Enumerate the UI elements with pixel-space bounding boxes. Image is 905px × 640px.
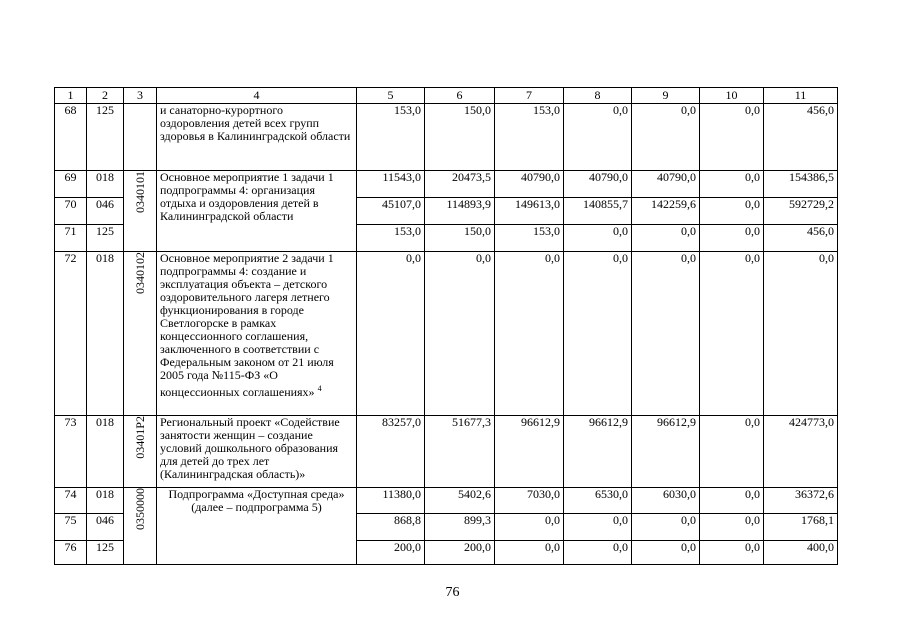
description: Подпрограмма «Доступная среда» (далее – подпрограмма 5) [157, 488, 357, 565]
value-col7: 7030,0 [495, 488, 564, 514]
value-col6: 0,0 [425, 252, 495, 416]
row-number: 75 [55, 514, 87, 541]
row-number: 74 [55, 488, 87, 514]
value-col11: 1768,1 [764, 514, 838, 541]
description: и санаторно-курортного оздоровления детей всех групп здоровья в Калининградской области [157, 104, 357, 171]
row-number: 76 [55, 541, 87, 565]
value-col5: 45107,0 [357, 198, 425, 225]
header-cell: 3 [124, 88, 157, 104]
value-col11: 456,0 [764, 225, 838, 252]
value-col7: 40790,0 [495, 171, 564, 198]
value-col9: 96612,9 [632, 416, 700, 488]
ministry-code: 125 [87, 104, 124, 171]
value-col5: 868,8 [357, 514, 425, 541]
value-col9: 142259,6 [632, 198, 700, 225]
value-col10: 0,0 [700, 488, 764, 514]
ministry-code: 125 [87, 541, 124, 565]
ministry-code: 018 [87, 252, 124, 416]
value-col6: 150,0 [425, 104, 495, 171]
value-col11: 592729,2 [764, 198, 838, 225]
program-code: 0340102 [124, 252, 157, 416]
value-col6: 200,0 [425, 541, 495, 565]
row-number: 70 [55, 198, 87, 225]
value-col10: 0,0 [700, 541, 764, 565]
table-row-72 [55, 252, 838, 416]
value-col10: 0,0 [700, 416, 764, 488]
header-row [55, 88, 838, 104]
value-col7: 153,0 [495, 225, 564, 252]
header-cell: 8 [564, 88, 632, 104]
value-col7: 0,0 [495, 541, 564, 565]
value-col10: 0,0 [700, 252, 764, 416]
footnote-mark: 4 [317, 384, 322, 393]
row-number: 69 [55, 171, 87, 198]
page-number: 76 [445, 585, 460, 600]
program-code: 0350000 [124, 488, 157, 565]
header-cell: 1 [55, 88, 87, 104]
value-col6: 899,3 [425, 514, 495, 541]
table-row-74 [55, 488, 838, 514]
value-col6: 20473,5 [425, 171, 495, 198]
value-col5: 200,0 [357, 541, 425, 565]
value-col5: 83257,0 [357, 416, 425, 488]
value-col8: 0,0 [564, 104, 632, 171]
value-col5: 11380,0 [357, 488, 425, 514]
header-cell: 4 [157, 88, 357, 104]
table-row-69 [55, 171, 838, 198]
value-col5: 11543,0 [357, 171, 425, 198]
row-number: 73 [55, 416, 87, 488]
value-col7: 96612,9 [495, 416, 564, 488]
row-number: 68 [55, 104, 87, 171]
value-col10: 0,0 [700, 104, 764, 171]
header-cell: 6 [425, 88, 495, 104]
value-col5: 153,0 [357, 225, 425, 252]
description [157, 252, 357, 416]
header-cell: 9 [632, 88, 700, 104]
value-col11: 400,0 [764, 541, 838, 565]
ministry-code: 018 [87, 416, 124, 488]
header-cell: 11 [764, 88, 838, 104]
value-col9: 0,0 [632, 514, 700, 541]
header-cell: 2 [87, 88, 124, 104]
value-col6: 114893,9 [425, 198, 495, 225]
value-col11: 36372,6 [764, 488, 838, 514]
table-row-73 [55, 416, 838, 488]
header-cell: 7 [495, 88, 564, 104]
value-col10: 0,0 [700, 514, 764, 541]
value-col8: 0,0 [564, 514, 632, 541]
value-col6: 150,0 [425, 225, 495, 252]
value-col10: 0,0 [700, 198, 764, 225]
budget-table [54, 87, 838, 565]
program-code: 0340101 [124, 171, 157, 252]
value-col8: 140855,7 [564, 198, 632, 225]
header-cell: 5 [357, 88, 425, 104]
value-col8: 0,0 [564, 252, 632, 416]
value-col6: 5402,6 [425, 488, 495, 514]
value-col9: 0,0 [632, 252, 700, 416]
value-col7: 0,0 [495, 252, 564, 416]
program-code [124, 104, 157, 171]
value-col10: 0,0 [700, 225, 764, 252]
value-col7: 153,0 [495, 104, 564, 171]
value-col8: 6530,0 [564, 488, 632, 514]
row-number: 72 [55, 252, 87, 416]
value-col5: 0,0 [357, 252, 425, 416]
value-col8: 96612,9 [564, 416, 632, 488]
ministry-code: 046 [87, 198, 124, 225]
description: Региональный проект «Содействие занятости женщин – создание условий дошкольного образования для детей до трех лет (Калининградская область)» [157, 416, 357, 488]
table-row-68 [55, 104, 838, 171]
value-col9: 6030,0 [632, 488, 700, 514]
ministry-code: 018 [87, 171, 124, 198]
value-col8: 40790,0 [564, 171, 632, 198]
value-col9: 0,0 [632, 104, 700, 171]
value-col9: 40790,0 [632, 171, 700, 198]
value-col7: 0,0 [495, 514, 564, 541]
value-col9: 0,0 [632, 541, 700, 565]
ministry-code: 018 [87, 488, 124, 514]
program-code: 03401P2 [124, 416, 157, 488]
value-col6: 51677,3 [425, 416, 495, 488]
description-text: Основное мероприятие 2 задачи 1 подпрограммы 4: создание и эксплуатация объекта – детского оздоровительного лагеря летнего функционирования в городе Светлогорске в рамках концессионного соглашения, заключенного в соответствии с Федеральным законом от 21 июля 2005 года №115-ФЗ «О концессионных соглашениях» [160, 251, 334, 399]
value-col9: 0,0 [632, 225, 700, 252]
ministry-code: 125 [87, 225, 124, 252]
value-col11: 456,0 [764, 104, 838, 171]
value-col7: 149613,0 [495, 198, 564, 225]
value-col8: 0,0 [564, 225, 632, 252]
value-col11: 154386,5 [764, 171, 838, 198]
value-col10: 0,0 [700, 171, 764, 198]
value-col11: 0,0 [764, 252, 838, 416]
ministry-code: 046 [87, 514, 124, 541]
value-col8: 0,0 [564, 541, 632, 565]
row-number: 71 [55, 225, 87, 252]
header-cell: 10 [700, 88, 764, 104]
value-col11: 424773,0 [764, 416, 838, 488]
description: Основное мероприятие 1 задачи 1 подпрограммы 4: организация отдыха и оздоровления детей в Калининградской области [157, 171, 357, 252]
value-col5: 153,0 [357, 104, 425, 171]
